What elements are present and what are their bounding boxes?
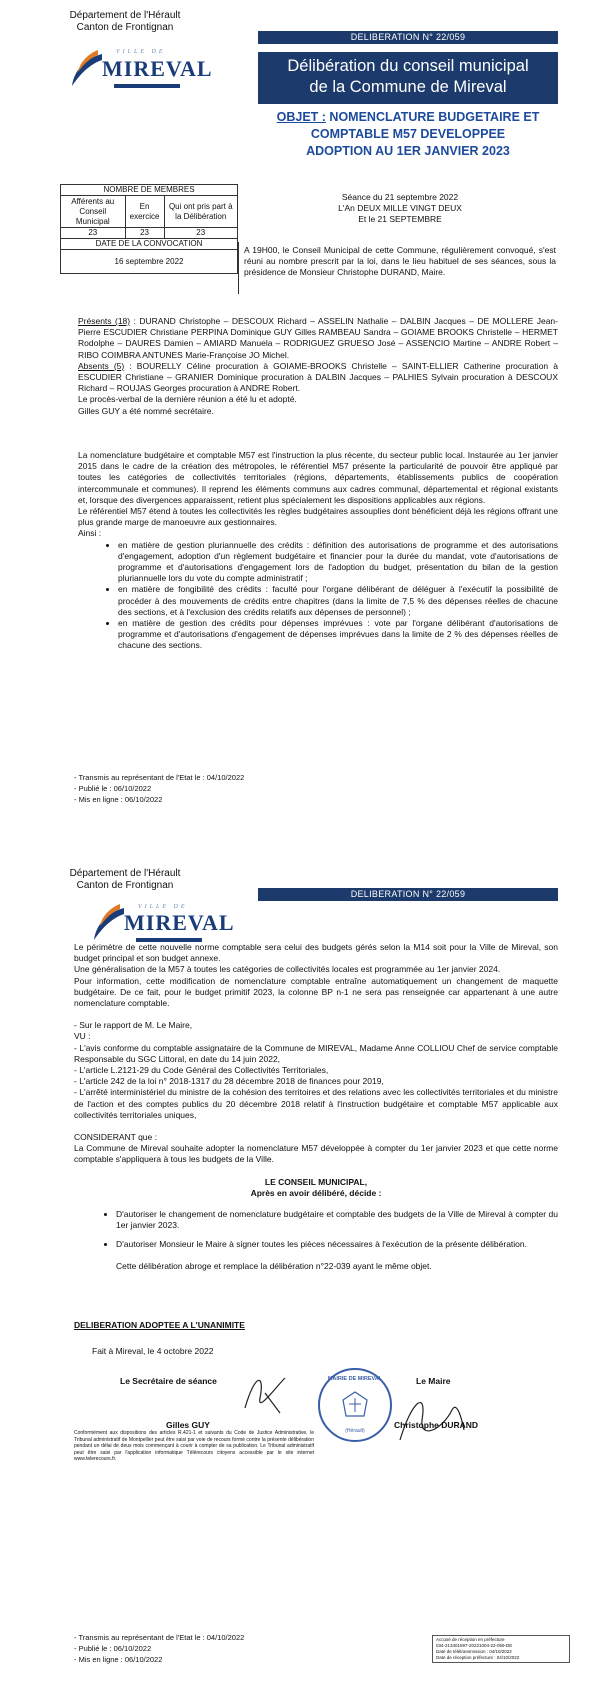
absents-text: : BOURELLY Céline procuration à GOIAME-BROOKS Christelle – SAINT-ELLIER Catherine procuration à ESCUDIER Christiane – GRANIER Dominique procuration à DALBIN Jacques – PALHIES Sylvain procuration à DESCOUX Richard – ROUJAS Georges procuration à ANDRE Robert.: [78, 360, 558, 394]
objet-label: OBJET :: [276, 110, 326, 124]
mireval-logo: [68, 44, 213, 104]
considerant-text: La Commune de Mireval souhaite adopter la nomenclature M57 développée à compter du 1er janvier 2023 et que cette norme comptable s'appliquera à tous les budgets de la Ville.: [74, 1143, 558, 1165]
objet-block: [258, 109, 558, 160]
logo-ville-text: VILLE DE: [116, 49, 166, 55]
deliberation-number: DELIBERATION N° 22/059: [258, 31, 558, 44]
logo-swoosh-icon: [68, 48, 104, 88]
accuse-title: Accusé de réception en préfecture: [436, 1637, 505, 1642]
col-afferents: Afférents au Conseil Municipal: [61, 196, 126, 228]
list-item: • en matière de fongibilité des crédits : faculté pour l'organe délibérant de déléguer à l'exécutif la possibilité de procéder à des mouvements de crédits entre chapitres (dans la limite de 7,5 % des dépenses réelles de chacune des sections, et à l'exclusion des crédits relatifs aux dépenses de personnel) ;: [118, 584, 558, 618]
footer-en-ligne: - Mis en ligne : 06/10/2022: [74, 1655, 163, 1664]
val-participants: 23: [164, 228, 238, 239]
list-item: • en matière de gestion pluriannuelle des crédits : définition des autorisations de programme et des autorisations d'engagement, adoption d'un règlement budgétaire et financier pour la durée du mandat, vote d'autorisations de programme et d'autorisations d'engagement lors de l'adoption du budget, présentation du bilan de la gestion pluriannuelle lors du vote du compte administratif ;: [118, 540, 558, 585]
vu-item: - L'article 242 de la loi n° 2018-1317 du 28 décembre 2018 de finances pour 2019,: [74, 1076, 384, 1087]
stamp-subtext: (Hérault): [345, 1428, 365, 1434]
page-2: [0, 842, 595, 1684]
paragraph: Le référentiel M57 étend à toutes les collectivités les règles budgétaires assouplies dont bénéficient déjà les régions offrant une plus grande marge de manoeuvre aux gestionnaires.: [78, 506, 558, 528]
accuse-reception-box: [432, 1635, 570, 1663]
convocation-date: 16 septembre 2022: [61, 250, 238, 274]
canton-name: Canton de Frontignan: [76, 880, 174, 891]
considerant-label: CONSIDERANT que :: [74, 1132, 157, 1143]
title-box: [258, 52, 558, 104]
decision-item: • D'autoriser le changement de nomenclature budgétaire et comptable des budgets de la Ville de Mireval à compter du 1er janvier 2023.: [116, 1209, 558, 1231]
maire-title: Le Maire: [416, 1376, 451, 1386]
bullet-list: [104, 540, 558, 652]
pv-text: Le procès-verbal de la dernière réunion a été lu et adopté.: [78, 394, 297, 405]
apres-text: Après en avoir délibéré, décide :: [250, 1187, 382, 1198]
val-exercice: 23: [125, 228, 164, 239]
department-header: [60, 868, 190, 892]
seance-header: [245, 192, 555, 225]
vu-item: - L'arrêté interministériel du ministre de la cohésion des territoires et des relations avec les collectivités territoriales et du ministre de l'action et des comptes publics du 20 décembre 2018 relatif à l'instruction budgétaire et comptable M57 applicable aux collectivités territoriales uniques,: [74, 1087, 558, 1120]
secretaire-name: Gilles GUY: [166, 1420, 210, 1430]
paragraph: Le périmètre de cette nouvelle norme comptable sera celui des budgets gérés selon la M14 soit pour la Ville de Mireval, son budget principal et son budget annexe.: [74, 942, 558, 964]
stamp-text: MAIRIE DE MIREVAL: [327, 1376, 383, 1382]
vu-item: - L'article L.2121-29 du Code Général des Collectivités Territoriales,: [74, 1065, 329, 1076]
recours-notice: Conformément aux dispositions des articles R.421-1 et suivants du Code de Justice Administrative, le Tribunal administratif de Montpellier peut être saisi par voie de recours formé contre la présente délibération pendant un délai de deux mois commençant à courir à compter de sa publication. Le Tribunal administratif peut être saisi par l'application informatique Télérecours citoyens accessible par le site internet www.telerecours.fr.: [74, 1430, 314, 1462]
secretaire-title: Le Secrétaire de séance: [120, 1376, 217, 1386]
footer-publie: - Publié le : 06/10/2022: [74, 784, 152, 793]
seance-text: A 19H00, le Conseil Municipal de cette Commune, régulièrement convoqué, s'est réuni au nombre prescrit par la loi, dans le lieu habituel de ses séances, sous la présidence de Monsieur Christophe DURAND, Maire.: [244, 245, 556, 278]
footer-transmis: - Transmis au représentant de l'Etat le : 04/10/2022: [74, 773, 245, 782]
department-header: [60, 10, 190, 34]
rapport-text: - Sur le rapport de M. Le Maire,: [74, 1020, 193, 1031]
paragraph: La nomenclature budgétaire et comptable M57 est l'instruction la plus récente, du secteur public local. Instaurée au 1er janvier 2015 dans le cadre de la création des métropoles, le référentiel M57 présente la particularité de pouvoir être appliqué par toutes les catégories de collectivités territoriales (régions, départements, établissements publics de coopération intercommunale et communes). Il reprend les éléments communs aux cadres communal, départemental et régional existants et, lorsque des divergences apparaissent, retient plus spécialement les dispositions applicables aux régions.: [78, 450, 558, 505]
val-afferents: 23: [61, 228, 126, 239]
logo-name-text: MIREVAL: [102, 56, 213, 81]
presents-text: : DURAND Christophe – DESCOUX Richard – ASSELIN Nathalie – DALBIN Jacques – DE MOLLERE Jean-Pierre ESCUDIER Christiane PERPINA Dominique GUY Gilles RAMBEAU Sandra – GOIAME BROOKS Christelle – HERMET Rodolphe – DAURES Damien – AMIARD Manuela – RODRIGUEZ GRUESO José – ASSENCIO Martine – ANDRE Robert – RIBO COIMBRA ANTUNES Marie-Françoise JO Michel.: [78, 316, 558, 360]
absents-label: Absents (5): [78, 360, 125, 371]
paragraph: Pour information, cette modification de nomenclature comptable entraîne automatiquement un changement de maquette budgétaire. De ce fait, pour le budget primitif 2023, la colonne BP n-1 ne sera pas renseignée car appartenant à une autre nomenclature comptable.: [74, 975, 558, 1009]
department-name: Département de l'Hérault: [69, 868, 181, 879]
objet-line-1: NOMENCLATURE BUDGETAIRE ET: [329, 110, 540, 124]
title-line-1: Délibération du conseil municipal: [287, 57, 529, 75]
accuse-teletransmission: Date de télétransmission : 04/10/2022: [436, 1649, 512, 1654]
logo-bar: [114, 84, 180, 88]
logo-ville-text: VILLE DE: [138, 904, 188, 910]
membres-header: NOMBRE DE MEMBRES: [61, 185, 238, 196]
vu-item: - L'avis conforme du comptable assignataire de la Commune de MIREVAL, Madame Anne COLLIOU Chef de service comptable Responsable du SGC Littoral, en date du 14 juin 2022,: [74, 1042, 558, 1064]
canton-name: Canton de Frontignan: [76, 22, 174, 33]
attendance-block: [78, 316, 558, 417]
logo-name-text: MIREVAL: [124, 910, 235, 935]
footer-en-ligne: - Mis en ligne : 06/10/2022: [74, 795, 163, 804]
seance-date: Séance du 21 septembre 2022: [341, 192, 459, 202]
maire-name: Christophe DURAND: [394, 1420, 479, 1430]
col-exercice: En exercice: [125, 196, 164, 228]
list-item: • en matière de gestion des crédits pour dépenses imprévues : vote par l'organe délibérant d'autorisations de programme et d'autorisations d'engagement de dépenses imprévues dans la limite de 2 % des dépenses réelles de chacune des sections.: [118, 618, 558, 652]
title-line-2: de la Commune de Mireval: [309, 78, 507, 96]
objet-line-3: ADOPTION AU 1ER JANVIER 2023: [306, 144, 510, 158]
convocation-header: DATE DE LA CONVOCATION: [61, 239, 238, 250]
divider: [238, 242, 239, 294]
fait-a-text: Fait à Mireval, le 4 octobre 2022: [92, 1346, 214, 1356]
secretaire-text: Gilles GUY a été nommé secrétaire.: [78, 405, 214, 416]
mairie-stamp: [318, 1368, 392, 1442]
seance-year: L'An DEUX MILLE VINGT DEUX: [338, 203, 462, 213]
presents-label: Présents (18): [78, 316, 131, 326]
logo-swoosh-icon: [90, 902, 126, 942]
deliberation-number: DELIBERATION N° 22/059: [258, 888, 558, 901]
ainsi-label: Ainsi :: [78, 528, 102, 539]
vu-label: VU :: [74, 1031, 91, 1042]
accuse-reception: Date de réception préfecture : 04/10/2022: [436, 1655, 520, 1660]
seance-day: Et le 21 SEPTEMBRE: [358, 214, 442, 224]
secretaire-signature: [235, 1368, 295, 1418]
abroge-text: Cette délibération abroge et remplace la délibération n°22-039 ayant le même objet.: [116, 1260, 432, 1271]
transmission-footer: [74, 772, 374, 805]
department-name: Département de l'Hérault: [69, 10, 181, 21]
footer-transmis: - Transmis au représentant de l'Etat le : 04/10/2022: [74, 1633, 245, 1642]
decision-list: [102, 1209, 558, 1251]
conseil-title: LE CONSEIL MUNICIPAL,: [264, 1176, 368, 1187]
objet-line-2: COMPTABLE M57 DEVELOPPEE: [310, 127, 506, 141]
col-participants: Qui ont pris part à la Délibération: [164, 196, 238, 228]
body-text: [74, 942, 558, 1272]
stamp-emblem-icon: [340, 1390, 370, 1418]
decision-item: • D'autoriser Monsieur le Maire à signer toutes les pièces nécessaires à l'exécution de la présente délibération.: [116, 1239, 558, 1250]
footer-publie: - Publié le : 06/10/2022: [74, 1644, 152, 1653]
adoption-statement: DELIBERATION ADOPTEE A L'UNANIMITE: [74, 1320, 245, 1330]
accuse-id: 034-213401597-20221004-22-059-DE: [436, 1643, 513, 1648]
membres-table: [60, 184, 238, 274]
body-text: [78, 450, 558, 652]
transmission-footer: [74, 1632, 374, 1665]
paragraph: Une généralisation de la M57 à toutes les catégories de collectivités locales est programmée au 1er janvier 2024.: [74, 964, 501, 975]
